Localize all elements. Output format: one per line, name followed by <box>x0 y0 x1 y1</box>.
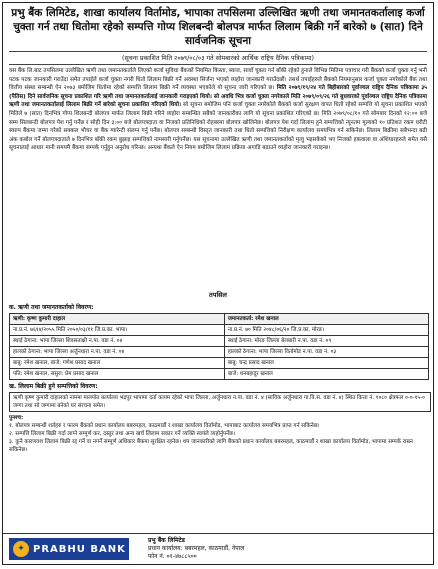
table-cell: हालको ठेगाना: भापा जिल्ला विर्तामोड न.पा. वडा नं. ०३ <box>224 347 428 358</box>
body-para-1: यस बैंक लि.बाट तपसिलमा उल्लेखित ऋणी तथा जमानतकर्ताले लिएको कर्जा सुविधा बैंकको नियमित किस्ता, ब्याज, सावाँ चुक्ता गर्न बाँकी रहेको हुनाले विभिन्न मितिमा पत्राचार गरी बैंकको कर्जा चुक्ता गर्नु भनी पटक पटक जानकारी गराउँदा समेत तपाईले कर्जा चुक्ता नगरी धितो लिलाम बिक्री गर्ने अवस्था सिर्जना भएको व्यहोरा जानकारी गराउँदछौं। तसर्थ तपाईहरुले बैंकको नियमानुसार कर्जा चुक्ता नगरेकोले बैंक तथा वित्तीय संस्था सम्बन्धी ऐन २०७३ बमोजिम धितोमा रहेको सम्पत्ति लिलाम बिक्री गर्ने व्यवस्था भएकोले यो सूचना जारी गरिएको छ। <box>9 68 427 92</box>
bank-logo <box>9 538 129 560</box>
table-cell: बाबु: चन्द्र प्रसाद खनाल <box>224 358 428 369</box>
notice-title: प्रभु बैंक लिमिटेड, शाखा कार्यालय विर्तामोड, भापाका तपसिलमा उल्लिखित ऋणी तथा जमानतकर्तालाइ कर्जा चुक्ता गर्न तथा धितोमा रहेको सम्पत्ति गोप्य शिलबन्दी बोलपत्र मार्फत लिलाम बिक्री गर्ने बारेको ७ (सात) दिने सार्वजनिक सूचना <box>11 7 425 47</box>
table-cell: बाजे: धनबहादुर खनाल <box>224 369 428 380</box>
note-item: १. बोलपत्र सम्बन्धी शर्तहरु र फारम बैंकको प्रधान कार्यालय बबरमहल, काठमाडौं र शाखा कार्यालय विर्तामोड, भापाबाट कार्यालय समयभित्र प्राप्त गर्न सकिनेछ। <box>9 423 320 429</box>
notes-label: पुनश्च: <box>9 415 24 421</box>
note-item: २. सम्पत्ति लिलाम बिक्री गर्दा लाग्ने सम्पूर्ण कर, दस्तुर तथा अन्य खर्च लिलाम सकार गर्ने व्यक्ति स्वयंले व्यहोर्नुपर्नेछ। <box>9 431 236 437</box>
table-cell: जमानतकर्ता: रमेश खनाल <box>224 314 428 325</box>
table-cell: स्थाई ठेगाना: भापा जिल्ला शिवसताक्षी न.पा. वडा नं. ०४ <box>10 336 225 347</box>
notice-subtitle: (सूचना प्रकाशित मिति २०७९/०८/०३ गते सोमबारको आर्थिक राष्ट्रिय दैनिक पत्रिकामा) <box>9 51 427 65</box>
head-office-address: प्रधान कार्यालय: बबरमहल, काठमाडौं, नेपाल <box>148 545 245 552</box>
body-para-3: सो सूचना बमोजिम पनि कर्जा चुक्ता नगरेकोले बैंकको कर्जा सुरक्षण वापत धितो रहेको सम्पत्ति यो सूचना प्रकाशित भएको मितिले ७ (सात) दिनभित्र गोप्य शिलबन्दी बोलपत्र मार्फत लिलाम बिक्री गरिने व्यहोरा सम्बन्धित सबैको जानकारीका लागि यो सूचना प्रकाशित गरिएको छ। मिति २०७९/०८/१० गते सोमबार दिनको १२:०० बजे सम्म सिलबन्दी बोलपत्र पेश गर्नु पर्नेछ र सोही दिन ३:०० बजे बोलपत्रदाता वा निजको प्रतिनिधिको रोहबरमा बोलपत्र खोलिनेछ। <box>9 102 427 126</box>
notes-block <box>3 412 433 456</box>
table-cell: पति: रमेश खनाल, ससुरा: प्रेम प्रसाद खनाल <box>10 369 225 380</box>
logo-emblem-icon: ✦ <box>13 541 29 557</box>
table-row <box>10 347 429 358</box>
section-ka-title: क. ऋणी तथा जमानतकर्ताको विवरण: <box>9 304 94 311</box>
body-para-4: बोलपत्र पेश गर्दा लिलाम हुने सम्पत्तिको न्यूनतम मूल्यको १० प्रतिशत रकम धरौटी स्वरुप बैंकमा जम्मा गरेको सक्कल भौचर वा बैंक ग्यारेन्टी संलग्न गर्नु पर्नेछ। बोलपत्र सम्बन्धी विस्तृत जानकारी तथा धितो सम्पत्तिको निरीक्षण कार्यालय समयभित्र गर्न सकिनेछ। लिलाम बिक्रीमा सबैभन्दा बढी अंक कबोल गर्ने बोलपत्रदाताले ७ दिनभित्र बाँकी रकम बुझाइ सम्पत्तिको नामसारी गर्नुपर्नेछ। <box>9 119 427 143</box>
table-row <box>10 336 429 347</box>
table-cell: हालको ठेगाना: भापा जिल्ला अर्जुनधारा न.पा. वडा नं. ०४ <box>10 347 225 358</box>
office-address <box>148 537 244 561</box>
table-cell: स्थाई ठेगाना: मोरङ जिल्ला बेलबारी न.पा. वडा नं. ०९ <box>224 336 428 347</box>
table-row <box>10 325 429 336</box>
notice-body <box>3 67 433 287</box>
phone-number: फोन नं. ०१-४७८८५०० <box>148 553 197 560</box>
body-para-5: यस सूचनामा उल्लेखित ऋणी तथा जमानतकर्ताको मृत्यु भइसकेको भए निजको हकवाला वा अंशियारहरुले समेत यसै सूचनालाई आधार मानी समयमै बैंकमा सम्पर्क गर्नुहुन अनुरोध गरिन्छ। अन्यथा बैंकले ऐन नियम बमोजिम लिलाम प्रक्रिया अगाडि बढाउने व्यहोरा जानकारी गराइन्छ। <box>9 136 427 152</box>
table-row <box>10 314 429 325</box>
footer <box>3 533 433 564</box>
logo-text: PRABHU BANK <box>33 543 126 555</box>
table-cell: ऋणी: कृष्ण कुमारी दाहाल <box>10 314 225 325</box>
note-item: ३. कुनै कारणवश लिलाम बिक्री रद्द गर्ने वा नगर्ने सम्पूर्ण अधिकार बैंकमा सुरक्षित रहनेछ। थप जानकारीको लागि बैंकको प्रधान कार्यालय बबरमहल, काठमाडौं र शाखा कार्यालय विर्तामोड, भापामा सम्पर्क राख्न सकिनेछ। <box>9 439 413 453</box>
section-kha-title: ख. लिलाम बिक्री हुने सम्पत्तिको विवरण: <box>9 383 98 390</box>
bank-name: प्रभु बैंक लिमिटेड <box>148 537 185 544</box>
property-description: ऋणी कृष्ण कुमारी दाहालको नाममा मालपोत कार्यालय भद्रपुर भापामा दर्ता कायम रहेको भापा जिल्ला, अर्जुनधारा न.पा. वडा नं. ४ (साविक अर्जुनधारा गा.वि.स. वडा नं. ४) स्थित कित्ता नं. १०८० क्षेत्रफल ०-०-१५-० जग्गा तथा सो जग्गामा बनेको घर संरचना समेत। <box>9 392 431 412</box>
borrower-table <box>9 313 429 380</box>
table-cell: ना.प्र.नं. ७६१४/२०५५ मिति २०५०/०३/११ जि.प्र.का. भापा। <box>10 325 225 336</box>
table-cell: बाबु: रमेश खनाल, बाजे: गणेश प्रसाद खनाल <box>10 358 225 369</box>
table-cell: ना.प्र.नं. ७० मिति २०४८/०६/२० जि.प्र.का. मोरङ। <box>224 325 428 336</box>
table-row <box>10 358 429 369</box>
body-para-2: मिति २०७९/१९/२४ गते बिहीबारको पूर्वाञ्चल राष्ट्रिय दैनिक पत्रिकामा ३५ (पैतिस) दिने सार्वजनिक सूचना प्रकाशित गरि ऋणी तथा जमानतकर्तालाई जानकारी गराइएको थियो। सो अवधि भित्र कर्जा चुक्ता नगरेकाले मिति २०७९/०९/२६ गते बुधवारको पूर्वाञ्चल राष्ट्रिय दैनिक पत्रिकामा ऋणी तथा जमानतकर्तालाई लिलाम बिक्री गर्ने बारेको सूचना प्रकाशित गरिएको थियो। <box>9 85 428 109</box>
schedule-heading: तपसिल <box>209 291 227 299</box>
table-row <box>10 369 429 380</box>
notice-page <box>2 2 434 565</box>
